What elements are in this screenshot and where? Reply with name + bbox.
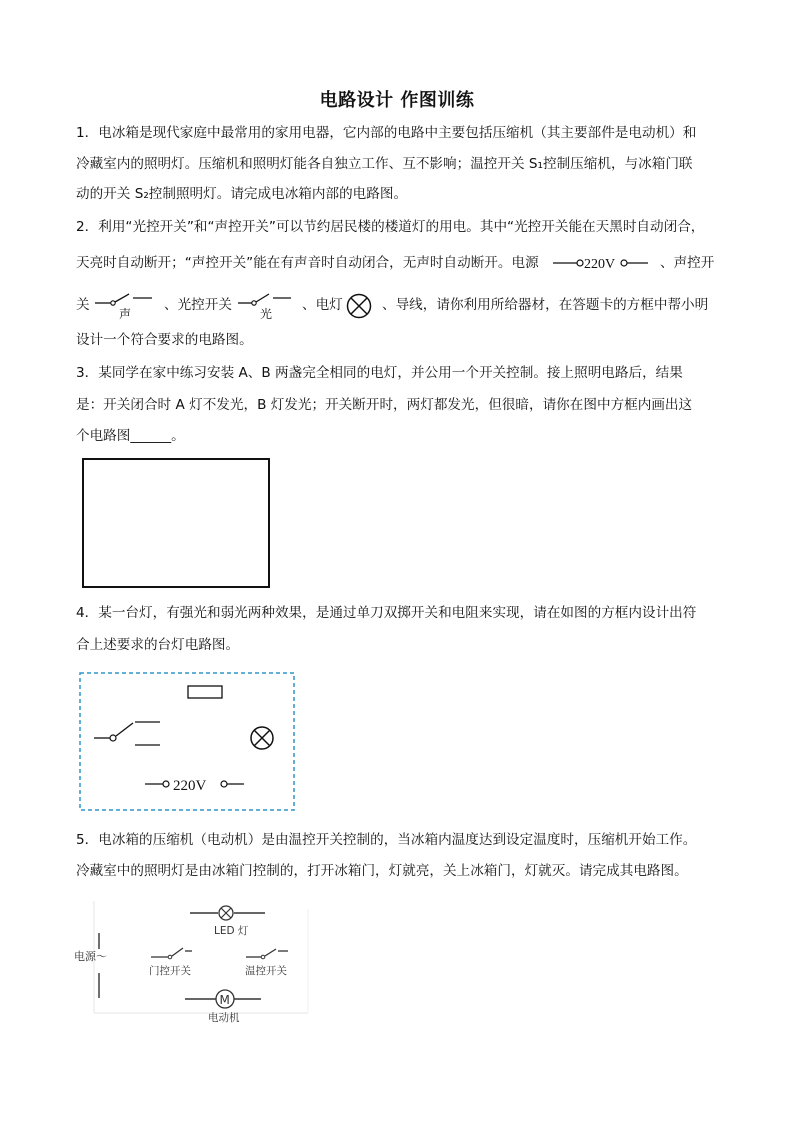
q3-line-1: 3．某同学在家中练习安装 A、B 两盏完全相同的电灯，并公用一个开关控制。接上照明电路后，结果: [76, 365, 683, 381]
q2-line-2b: 、声控开: [660, 255, 715, 271]
resistor-symbol: [188, 686, 222, 698]
q4-lamp-symbol: [251, 727, 273, 749]
q3-line-3: 个电路图______。: [76, 428, 185, 444]
temp-switch-label: 温控开关: [245, 965, 287, 977]
q5-line-1: 5．电冰箱的压缩机（电动机）是由温控开关控制的，当冰箱内温度达到设定温度时，压缩机开始工作。: [76, 832, 697, 848]
sound-switch-label: 声: [119, 307, 132, 321]
q1-line-3: 动的开关 S₂控制照明灯。请完成电冰箱内部的电路图。: [76, 186, 408, 202]
q2-line-3a: 关: [76, 297, 90, 313]
q4-line-1: 4．某一台灯，有强光和弱光两种效果，是通过单刀双掷开关和电阻来实现，请在如图的方框内设计出符: [76, 605, 697, 621]
power-source-symbol: [550, 252, 652, 274]
q2-line-2a: 天亮时自动断开；“声控开关”能在有声音时自动闭合，无声时自动断开。电源: [76, 255, 539, 271]
led-lamp-symbol: [190, 906, 265, 937]
q2-line-3c: 、电灯: [302, 297, 343, 313]
temp-switch-symbol: [245, 949, 288, 977]
q2-source-label: 220V: [584, 257, 616, 272]
q1-line-2: 冷藏室内的照明灯。压缩机和照明灯能各自独立工作、互不影响；温控开关 S₁控制压缩机，与冰箱门联: [76, 156, 693, 172]
sound-switch-symbol: [93, 288, 155, 322]
motor-symbol: [185, 990, 261, 1024]
door-switch-label: 门控开关: [149, 965, 191, 977]
q2-line-3b: 、光控开关: [164, 297, 232, 313]
q4-circuit-diagram: [78, 671, 298, 813]
q1-line-1: 1．电冰箱是现代家庭中最常用的家用电器，它内部的电路中主要包括压缩机（其主要部件是电动机）和: [76, 125, 697, 141]
light-switch-symbol: [236, 288, 294, 322]
power-terminals: [74, 933, 107, 998]
q2-line-3d: 、导线，请你利用所给器材，在答题卡的方框中帮小明: [382, 297, 709, 313]
light-switch-label: 光: [260, 307, 273, 321]
motor-symbol-letter: M: [219, 993, 230, 1007]
q4-source-label: 220V: [173, 778, 207, 794]
q5-circuit-diagram: [72, 895, 312, 1027]
led-label: LED 灯: [214, 925, 249, 937]
q5-line-2: 冷藏室中的照明灯是由冰箱门控制的，打开冰箱门，灯就亮，关上冰箱门，灯就灭。请完成其电路图。: [76, 863, 688, 879]
q4-line-2: 合上述要求的台灯电路图。: [76, 637, 240, 653]
q3-line-2: 是：开关闭合时 A 灯不发光，B 灯发光；开关断开时，两灯都发光，但很暗，请你在图中方框内画出这: [76, 397, 693, 413]
lamp-symbol: [344, 291, 374, 321]
power-label: 电源～: [74, 950, 107, 963]
q4-power-source: [145, 778, 244, 794]
spdt-switch-symbol: [94, 722, 160, 745]
q2-line-1: 2．利用“光控开关”和“声控开关”可以节约居民楼的楼道灯的用电。其中“光控开关能在天黑时自动闭合，: [76, 219, 705, 235]
q2-line-4: 设计一个符合要求的电路图。: [76, 332, 253, 348]
motor-label: 电动机: [208, 1012, 240, 1024]
door-switch-symbol: [149, 948, 192, 977]
q3-answer-box: [82, 458, 270, 588]
page-title: 电路设计 作图训练: [319, 90, 475, 111]
